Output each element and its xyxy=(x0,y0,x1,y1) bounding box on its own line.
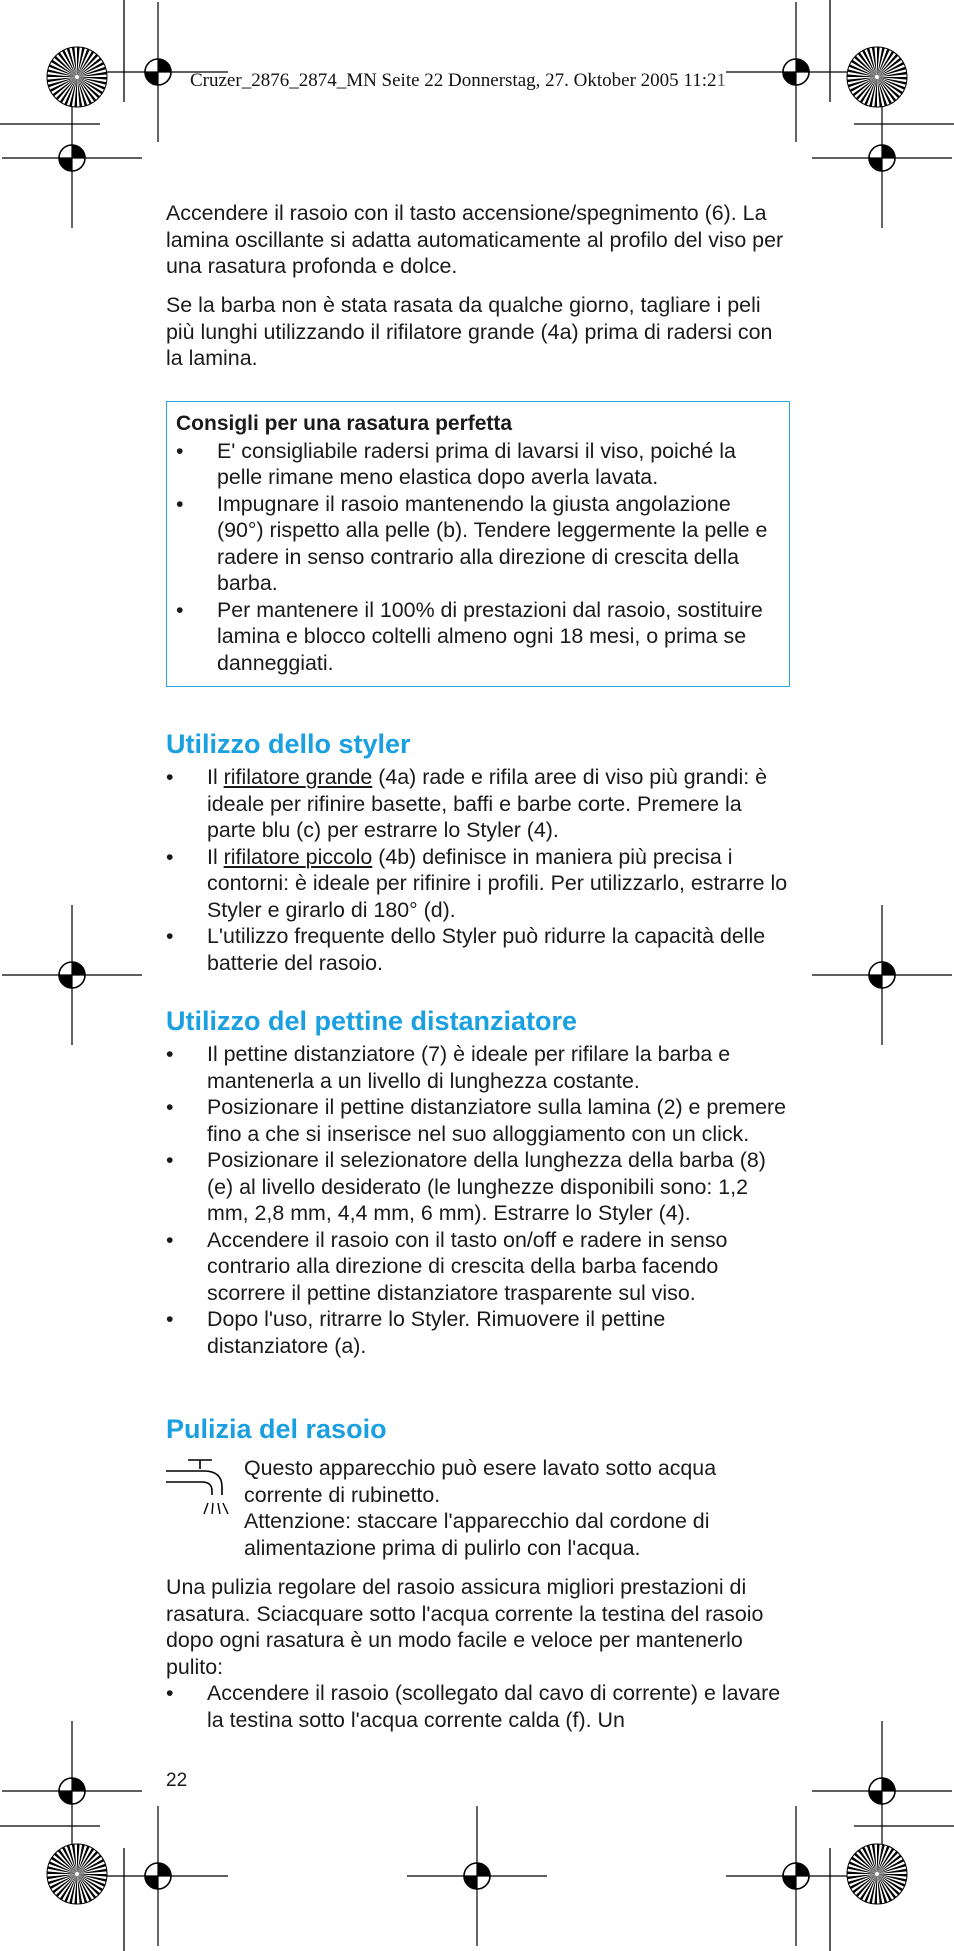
tips-list xyxy=(176,438,779,677)
cleaning-body xyxy=(166,1574,792,1733)
bullet: • xyxy=(166,924,174,948)
cleaning-section xyxy=(166,1413,792,1445)
list-item: • L'utilizzo frequente dello Styler può ridurre la capacità delle batterie del rasoio. xyxy=(166,924,766,975)
warning-text: Attenzione: staccare l'apparecchio dal cordone di alimentazione prima di pulirlo con l'acqua. xyxy=(244,1509,710,1560)
list-item: • Posizionare il pettine distanziatore sulla lamina (2) e premere fino a che si inserisce nel suo alloggiamento con un click. xyxy=(166,1095,787,1146)
section-heading: Utilizzo dello styler xyxy=(166,729,411,759)
list-item: • Accendere il rasoio (scollegato dal cavo di corrente) e lavare la testina sotto l'acqua corrente calda (f). Un xyxy=(166,1681,781,1732)
cleaning-list xyxy=(166,1680,792,1733)
bullet: • xyxy=(166,1042,174,1066)
bullet: • xyxy=(166,1307,174,1331)
faucet-note xyxy=(244,1455,792,1561)
tips-title: Consigli per una rasatura perfetta xyxy=(176,412,513,435)
intro-paragraph-2: Se la barba non è stata rasata da qualche giorno, tagliare i peli più lunghi utilizzando il rifilatore grande (4a) prima di radersi con la lamina. xyxy=(166,293,773,370)
list-item: • Posizionare il selezionatore della lunghezza della barba (8) (e) al livello desiderato (le lunghezze disponibili sono: 1,2 mm, 2,8 mm, 4,4 mm, 6 mm). Estrarre lo Styler (4). xyxy=(166,1148,766,1225)
star-target xyxy=(847,47,907,107)
star-target xyxy=(47,47,107,107)
star-target xyxy=(47,1844,107,1904)
registration-mark xyxy=(812,1721,952,1861)
list-item: • E' consigliabile radersi prima di lavarsi il viso, poiché la pelle rimane meno elastica dopo averla lavata. xyxy=(176,438,736,489)
print-slug-tail: 1 xyxy=(716,70,726,91)
star-target xyxy=(847,1844,907,1904)
list-item: • Per mantenere il 100% di prestazioni dal rasoio, sostituire lamina e blocco coltelli almeno ogni 18 mesi, o prima se danneggiati. xyxy=(176,597,763,675)
bullet: • xyxy=(166,844,174,869)
list-item: • Il pettine distanziatore (7) è ideale per rifilare la barba e mantenerla a un livello di lunghezza costante. xyxy=(166,1042,731,1093)
bullet: • xyxy=(166,765,174,789)
comb-section xyxy=(166,1005,792,1359)
section-heading: Pulizia del rasoio xyxy=(166,1414,387,1444)
styler-list xyxy=(166,764,792,976)
list-item: • Il rifilatore grande (4a) rade e rifila aree di viso più grandi: è ideale per rifinire basette, baffi e barbe corte. Premere la parte blu (c) per estrarre lo Styler (4). xyxy=(166,765,768,842)
registration-mark xyxy=(812,905,952,1045)
list-item: • Impugnare il rasoio mantenendo la giusta angolazione (90°) rispetto alla pelle (b). Tendere leggermente la pelle e radere in senso contrario alla direzione di crescita della barba. xyxy=(176,491,768,595)
list-item: • Dopo l'uso, ritrarre lo Styler. Rimuovere il pettine distanziatore (a). xyxy=(166,1307,666,1358)
bullet: • xyxy=(166,1227,174,1252)
styler-section xyxy=(166,728,792,976)
bullet: • xyxy=(176,491,184,516)
registration-mark xyxy=(88,1806,228,1946)
comb-list xyxy=(166,1041,792,1359)
list-item: • Il rifilatore piccolo (4b) definisce in maniera più precisa i contorni: è ideale per rifinire i profili. Per utilizzarlo, estrarre lo Styler e girarlo di 180° (d). xyxy=(166,844,788,922)
bullet: • xyxy=(166,1095,174,1119)
cleaning-paragraph: Una pulizia regolare del rasoio assicura migliori prestazioni di rasatura. Sciacquare sotto l'acqua corrente la testina del rasoio dopo ogni rasatura è un modo facile e veloce per mantenerlo pulito: xyxy=(166,1575,764,1679)
registration-mark xyxy=(407,1806,547,1946)
bullet: • xyxy=(176,438,184,463)
section-heading: Utilizzo del pettine distanziatore xyxy=(166,1006,578,1036)
registration-mark xyxy=(726,2,866,142)
list-item: • Accendere il rasoio con il tasto on/off e radere in senso contrario alla direzione di crescita della barba facendo scorrere il pettine distanziatore trasparente sul viso. xyxy=(166,1227,728,1305)
bullet: • xyxy=(166,1148,174,1172)
faucet-note-text: Questo apparecchio può esere lavato sotto acqua corrente di rubinetto. xyxy=(244,1456,717,1507)
registration-mark xyxy=(2,905,142,1045)
tips-box xyxy=(166,401,790,687)
print-slug-text: Cruzer_2876_2874_MN Seite 22 Donnerstag, 27. Oktober 2005 11:2 xyxy=(190,70,717,91)
registration-mark xyxy=(2,88,142,228)
registration-mark xyxy=(812,88,952,228)
bullet: • xyxy=(166,1681,174,1705)
page-number: 22 xyxy=(166,1770,188,1791)
print-slug xyxy=(190,70,726,92)
registration-mark xyxy=(726,1806,866,1946)
faucet-icon xyxy=(164,1459,234,1521)
registration-mark xyxy=(2,1721,142,1861)
intro-paragraph-1: Accendere il rasoio con il tasto accensione/spegnimento (6). La lamina oscillante si adatta automaticamente al profilo del viso per una rasatura profonda e dolce. xyxy=(166,201,784,278)
bullet: • xyxy=(176,597,184,622)
